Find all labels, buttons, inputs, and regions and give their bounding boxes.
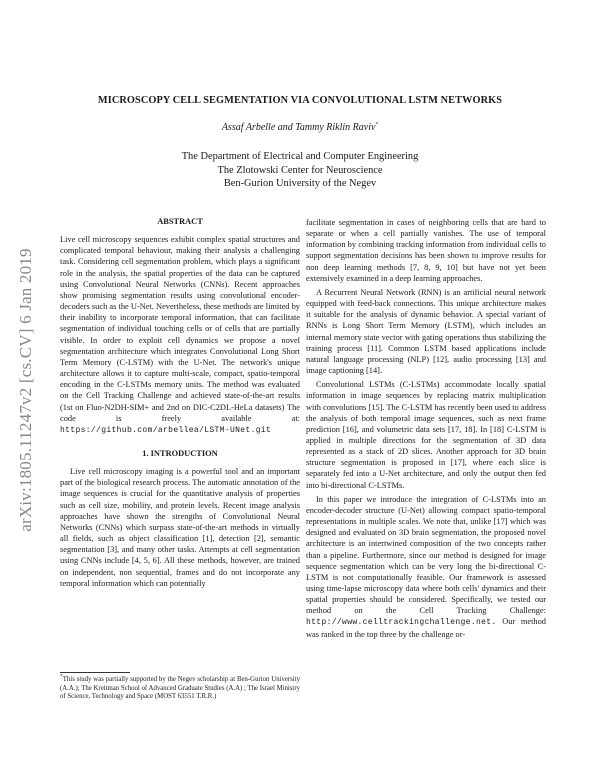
affiliation-line: The Department of Electrical and Computer Engineering [181,151,419,162]
right-column [306,217,546,640]
affiliation-line: The Zlotowski Center for Neuroscience [217,164,383,176]
intro-paragraph-1: Live cell microscopy imaging is a powerful tool and an important part of the biological research process. The automatic annotation of the image sequences is crucial for the quantitative analysis of properties such as cell size, mobility, and protein levels. Recent image analysis approaches have shown the strengths of Convolutional Neural Networks (CNNs) which surpass state-of-the-art methods in virtually all fields, such as object classification [1], detection [2], semantic segmentation [3], and many other tasks. Attempts at cell segmentation using CNNs include [4, 5, 6]. All these methods, however, are trained on independent, non sequential, frames and do not incorporate any temporal information which can potentially [60,467,300,588]
author-names: Assaf Arbelle and Tammy Riklin Raviv [221,122,376,133]
intro-paragraph-3: Convolutional LSTMs (C-LSTMs) accommodate locally spatial information in image sequences by replacing matrix multiplication with convolutions [15]. The C-LSTM has recently been used to address the analysis of both temporal image sequences, such as next frame prediction [16], and volumetric data sets [17, 18]. In [18] C-LSTM is applied in multiple directions for the segmentation of 3D data represented as a stack of 2D slices. Another approach for 3D brain structure segmentation is proposed in [17], where each slice is separately fed into a U-Net architecture, and only the output then fed into bi-directional C-LSTMs. [306,380,546,490]
affiliation-block [0,150,600,191]
intro-paragraph-4-end: Our method was ranked in the top three by the challenge or- [306,617,546,639]
introduction-heading: 1. INTRODUCTION [142,448,218,458]
abstract-body: Live cell microscopy sequences exhibit complex spatial structures and complicated temporal behaviour, making their analysis a challenging task. Considering cell segmentation problem, which plays a significant role in the analysis, the spatial properties of the data can be captured using Convolutional Neural Networks (CNNs). Recent approaches show promising segmentation results using convolutional encoder-decoders such as the U-Net. Nevertheless, these methods are limited by their inability to incorporate temporal information, that can facilitate segmentation of individual touching cells or of cells that are partially visible. In order to exploit cell dynamics we propose a novel segmentation architecture which integrates Convolutional Long Short Term Memory (C-LSTM) with the U-Net. The network's unique architecture allows it to capture multi-scale, compact, spatio-temporal encoding in the C-LSTMs memory units. The method was evaluated on the Cell Tracking Challenge and achieved state-of-the-art results (1st on Fluo-N2DH-SIM+ and 2nd on DIC-C2DL-HeLa datasets) The code is freely available at: [60,235,300,423]
intro-paragraph-4-body: In this paper we introduce the integration of C-LSTMs into an encoder-decoder structure (U-Net) allowing compact spatio-temporal representations in multiple scales. We note that, unlike [17] which was designed and evaluated on 3D brain segmentation, the proposed novel architecture is an intertwined composition of the two concepts rather than a pipeline. Furthermore, since our method is designed for image sequence segmentation which can be very long the bi-directional C-LSTM is not computationally feasible. Our framework is assessed using time-lapse microscopy data where both cells' dynamics and their spatial properties should be considered. Specifically, we tested our method on the Cell Tracking Challenge: [306,494,546,616]
intro-paragraph-1-continued: facilitate segmentation in cases of neighboring cells that are hard to separate or when a cell partially vanishes. The use of temporal information by combining tracking information from individual cells to support segmentation decisions has been shown to improve results for non deep learning methods [7, 8, 9, 10] but have not yet been extensively examined in a deep learning approaches. [306,218,546,283]
abstract-heading: ABSTRACT [157,217,203,226]
affiliation-line: Ben-Gurion University of the Negev [223,178,377,189]
intro-paragraph-2: A Recurrent Neural Network (RNN) is an artificial neural network equipped with feed-back connections. This unique architecture makes it suitable for the analysis of dynamic behavior. A special variant of RNNs is Long Short Term Memory (LSTM), which includes an internal memory state vector with gating operations thus stabilizing the training process [11]. Common LSTM based applications include natural language processing (NLP) [12], audio processing [13] and image captioning [14]. [306,287,546,376]
abstract-text [60,234,300,436]
code-url-link[interactable]: https://github.com/arbellea/LSTM-UNet.git [60,425,272,435]
intro-paragraph-4 [306,494,546,640]
arxiv-stamp [6,200,46,580]
paper-authors [0,122,600,133]
left-column [60,216,300,589]
author-footnote-mark: * [375,121,379,128]
footnote-text: This study was partially supported by the Negev scholarship at Ben-Gurion University (A.A.); The Kreitman School of Advanced Graduate Studies (A.A) ; The Israel Ministry of Science, Technology and Space (MOST 63551 T.R.R.) [60,676,300,700]
footnote-rule [60,672,130,673]
footnote [60,673,300,702]
challenge-url-link[interactable]: http://www.celltrackingchallenge.net. [306,618,497,628]
arxiv-stamp-text: arXiv:1805.11247v2 [cs.CV] 6 Jan 2019 [16,248,35,532]
paper-title: MICROSCOPY CELL SEGMENTATION VIA CONVOLUTIONAL LSTM NETWORKS [97,95,503,106]
footnote-mark: * [60,673,63,680]
